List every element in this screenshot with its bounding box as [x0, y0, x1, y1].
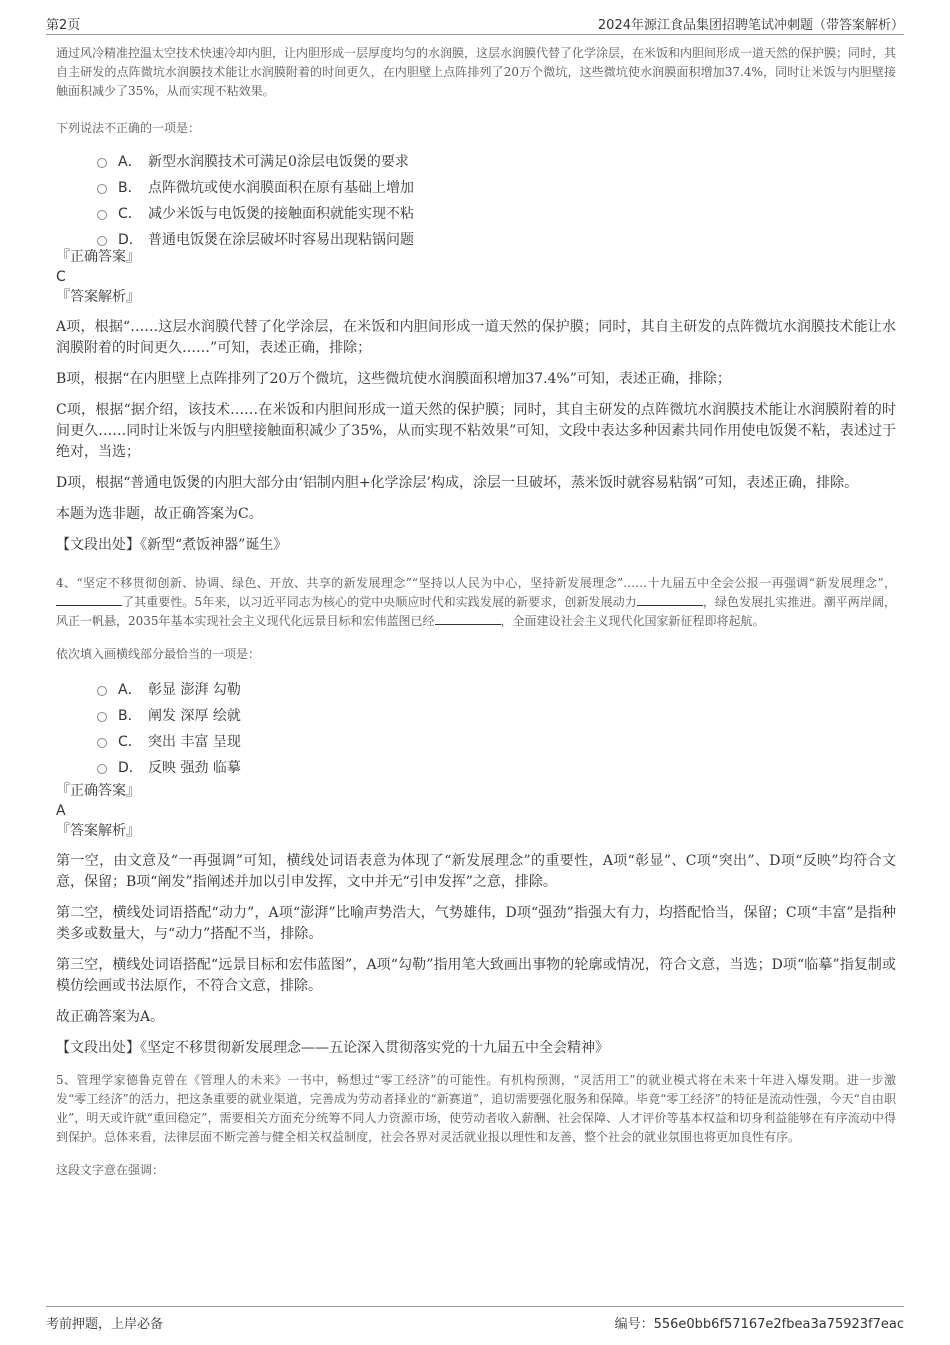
radio-icon[interactable] — [97, 158, 107, 168]
q4-answer: A — [56, 803, 66, 819]
q4-analysis-1: 第一空，由文意及“一再强调”可知，横线处词语表意为体现了“新发展理念”的重要性，A项“彰显”、C项“突出”、D项“反映”均符合文意，保留；B项“阐发”指阐述并加以引申发挥，文中并无“引申发挥”之意，排除。 — [56, 853, 896, 890]
q3-passage: 通过风冷精准控温太空技术快速冷却内胆，让内胆形成一层厚度均匀的水润膜，这层水润膜代替了化学涂层，在米饭和内胆间形成一道天然的保护膜；同时，其自主研发的点阵微坑水润膜技术能让水润膜附着的时间更久，在内胆壁上点阵排列了20万个微坑，这些微坑使水润膜面积增加37.4%，同时让米饭与内胆壁接触面积减少了35%，从而实现不粘效果。 — [56, 46, 897, 98]
radio-icon[interactable] — [97, 686, 107, 696]
q3-option-a[interactable]: A． 新型水润膜技术可满足0涂层电饭煲的要求 — [56, 149, 896, 175]
q4-prompt: 依次填入画横线部分最恰当的一项是： — [56, 647, 261, 661]
document-id: 编号：556e0bb6f57167e2fbea3a75923f7eac — [614, 1317, 904, 1332]
q3-option-d[interactable]: D． 普通电饭煲在涂层破坏时容易出现粘锅问题 — [56, 227, 896, 247]
q3-source: 【文段出处】《新型“煮饭神器”诞生》 — [56, 537, 288, 553]
q3-analysis-d: D项，根据“普通电饭煲的内胆大部分由‘铝制内胆+化学涂层’构成，涂层一旦破坏，蒸米饭时就容易粘锅”可知，表述正确，排除。 — [56, 475, 859, 491]
radio-icon[interactable] — [97, 236, 107, 246]
q3-prompt: 下列说法不正确的一项是： — [56, 121, 201, 135]
q3-analysis-label: 『答案解析』 — [56, 289, 140, 305]
document-content — [56, 44, 896, 1179]
q3-analysis-a: A项，根据“……这层水润膜代替了化学涂层，在米饭和内胆间形成一道天然的保护膜；同时，其自主研发的点阵微坑水润膜技术能让水润膜附着的时间更久……”可知，表述正确，排除； — [56, 319, 896, 356]
footer-slogan: 考前押题，上岸必备 — [46, 1317, 164, 1332]
blank-3 — [435, 612, 501, 625]
radio-icon[interactable] — [97, 712, 107, 722]
page-header — [46, 12, 904, 35]
q4-conclusion: 故正确答案为A。 — [56, 1009, 165, 1025]
q3-answer-label: 『正确答案』 — [56, 249, 140, 265]
q5-prompt: 这段文字意在强调： — [56, 1163, 165, 1177]
q4-options — [56, 677, 896, 781]
q3-answer: C — [56, 269, 66, 285]
radio-icon[interactable] — [97, 184, 107, 194]
q3-option-b[interactable]: B． 点阵微坑或使水润膜面积在原有基础上增加 — [56, 175, 896, 201]
radio-icon[interactable] — [97, 210, 107, 220]
blank-1 — [56, 593, 122, 606]
q4-source: 【文段出处】《坚定不移贯彻新发展理念——五论深入贯彻落实党的十九届五中全会精神》 — [56, 1040, 609, 1056]
q4-analysis-2: 第二空，横线处词语搭配“动力”，A项“澎湃”比喻声势浩大，气势雄伟，D项“强劲”指强大有力，均搭配恰当，保留；C项“丰富”是指种类多或数量大，与“动力”搭配不当，排除。 — [56, 905, 896, 942]
radio-icon[interactable] — [97, 764, 107, 774]
q4-analysis-3: 第三空，横线处词语搭配“远景目标和宏伟蓝图”，A项“勾勒”指用笔大致画出事物的轮廓或情况，符合文意，当选；D项“临摹”指复制或模仿绘画或书法原作，不符合文意，排除。 — [56, 957, 896, 994]
q4-analysis-label: 『答案解析』 — [56, 823, 140, 839]
q3-analysis-b: B项，根据“在内胆壁上点阵排列了20万个微坑，这些微坑使水润膜面积增加37.4%”可知，表述正确，排除； — [56, 371, 731, 387]
q3-options — [56, 149, 896, 247]
document-title: 2024年源江食品集团招聘笔试冲刺题（带答案解析） — [597, 18, 904, 33]
q3-analysis-c: C项，根据“据介绍，该技术……在米饭和内胆间形成一道天然的保护膜；同时，其自主研发的点阵微坑水润膜技术能让水润膜附着的时间更久……同时让米饭与内胆壁接触面积减少了35%，从而实现不粘效果”可知，文段中表达多种因素共同作用使电饭煲不粘，表述过于绝对，当选； — [56, 402, 896, 460]
q4-answer-label: 『正确答案』 — [56, 783, 140, 799]
page-number: 第2页 — [46, 18, 81, 33]
page-footer — [46, 1306, 904, 1331]
blank-2 — [637, 593, 703, 606]
q3-conclusion: 本题为选非题，故正确答案为C。 — [56, 506, 263, 522]
q4-option-a[interactable]: A． 彰显 澎湃 勾勒 — [56, 677, 896, 703]
q5-passage: 5、管理学家德鲁克曾在《管理人的未来》一书中，畅想过“零工经济”的可能性。有机构预测，“灵活用工”的就业模式将在未来十年进入爆发期。进一步激发“零工经济”的活力，把这条重要的就业渠道，完善成为劳动者择业的“新赛道”，追切需要强化服务和保障。毕竟“零工经济”的特征是流动性强，今天“自由职业”，明天或许就“重回稳定”，需要相关方面充分统筹不同人力资源市场，使劳动者收入薪酬、社会保障、人才评价等基本权益和切身利益能够在有序流动中得到保护。总体来看，法律层面不断完善与健全相关权益制度，社会各界对灵活就业报以理性和友善，整个社会的就业氛围也将更加良性有序。 — [56, 1073, 896, 1144]
q3-option-c[interactable]: C． 减少米饭与电饭煲的接触面积就能实现不粘 — [56, 201, 896, 227]
q4-passage: 4、“坚定不移贯彻创新、协调、绿色、开放、共享的新发展理念”“坚持以人民为中心，坚持新发展理念”……十九届五中全会公报一再强调“新发展理念”，了其重要性。5年来，以习近平同志为核心的党中央顺应时代和实践发展的新要求，创新发展动力 ，绿色发展扎实推进。潮平两岸阔，风正一帆悬，2035年基本实现社会主义现代化远景目标和宏伟蓝图已经 ，全面建设社会主义现代化国家新征程即将起航。 — [56, 576, 896, 628]
q4-option-d[interactable]: D． 反映 强劲 临摹 — [56, 755, 896, 781]
q4-option-c[interactable]: C． 突出 丰富 呈现 — [56, 729, 896, 755]
q4-option-b[interactable]: B． 阐发 深厚 绘就 — [56, 703, 896, 729]
radio-icon[interactable] — [97, 738, 107, 748]
